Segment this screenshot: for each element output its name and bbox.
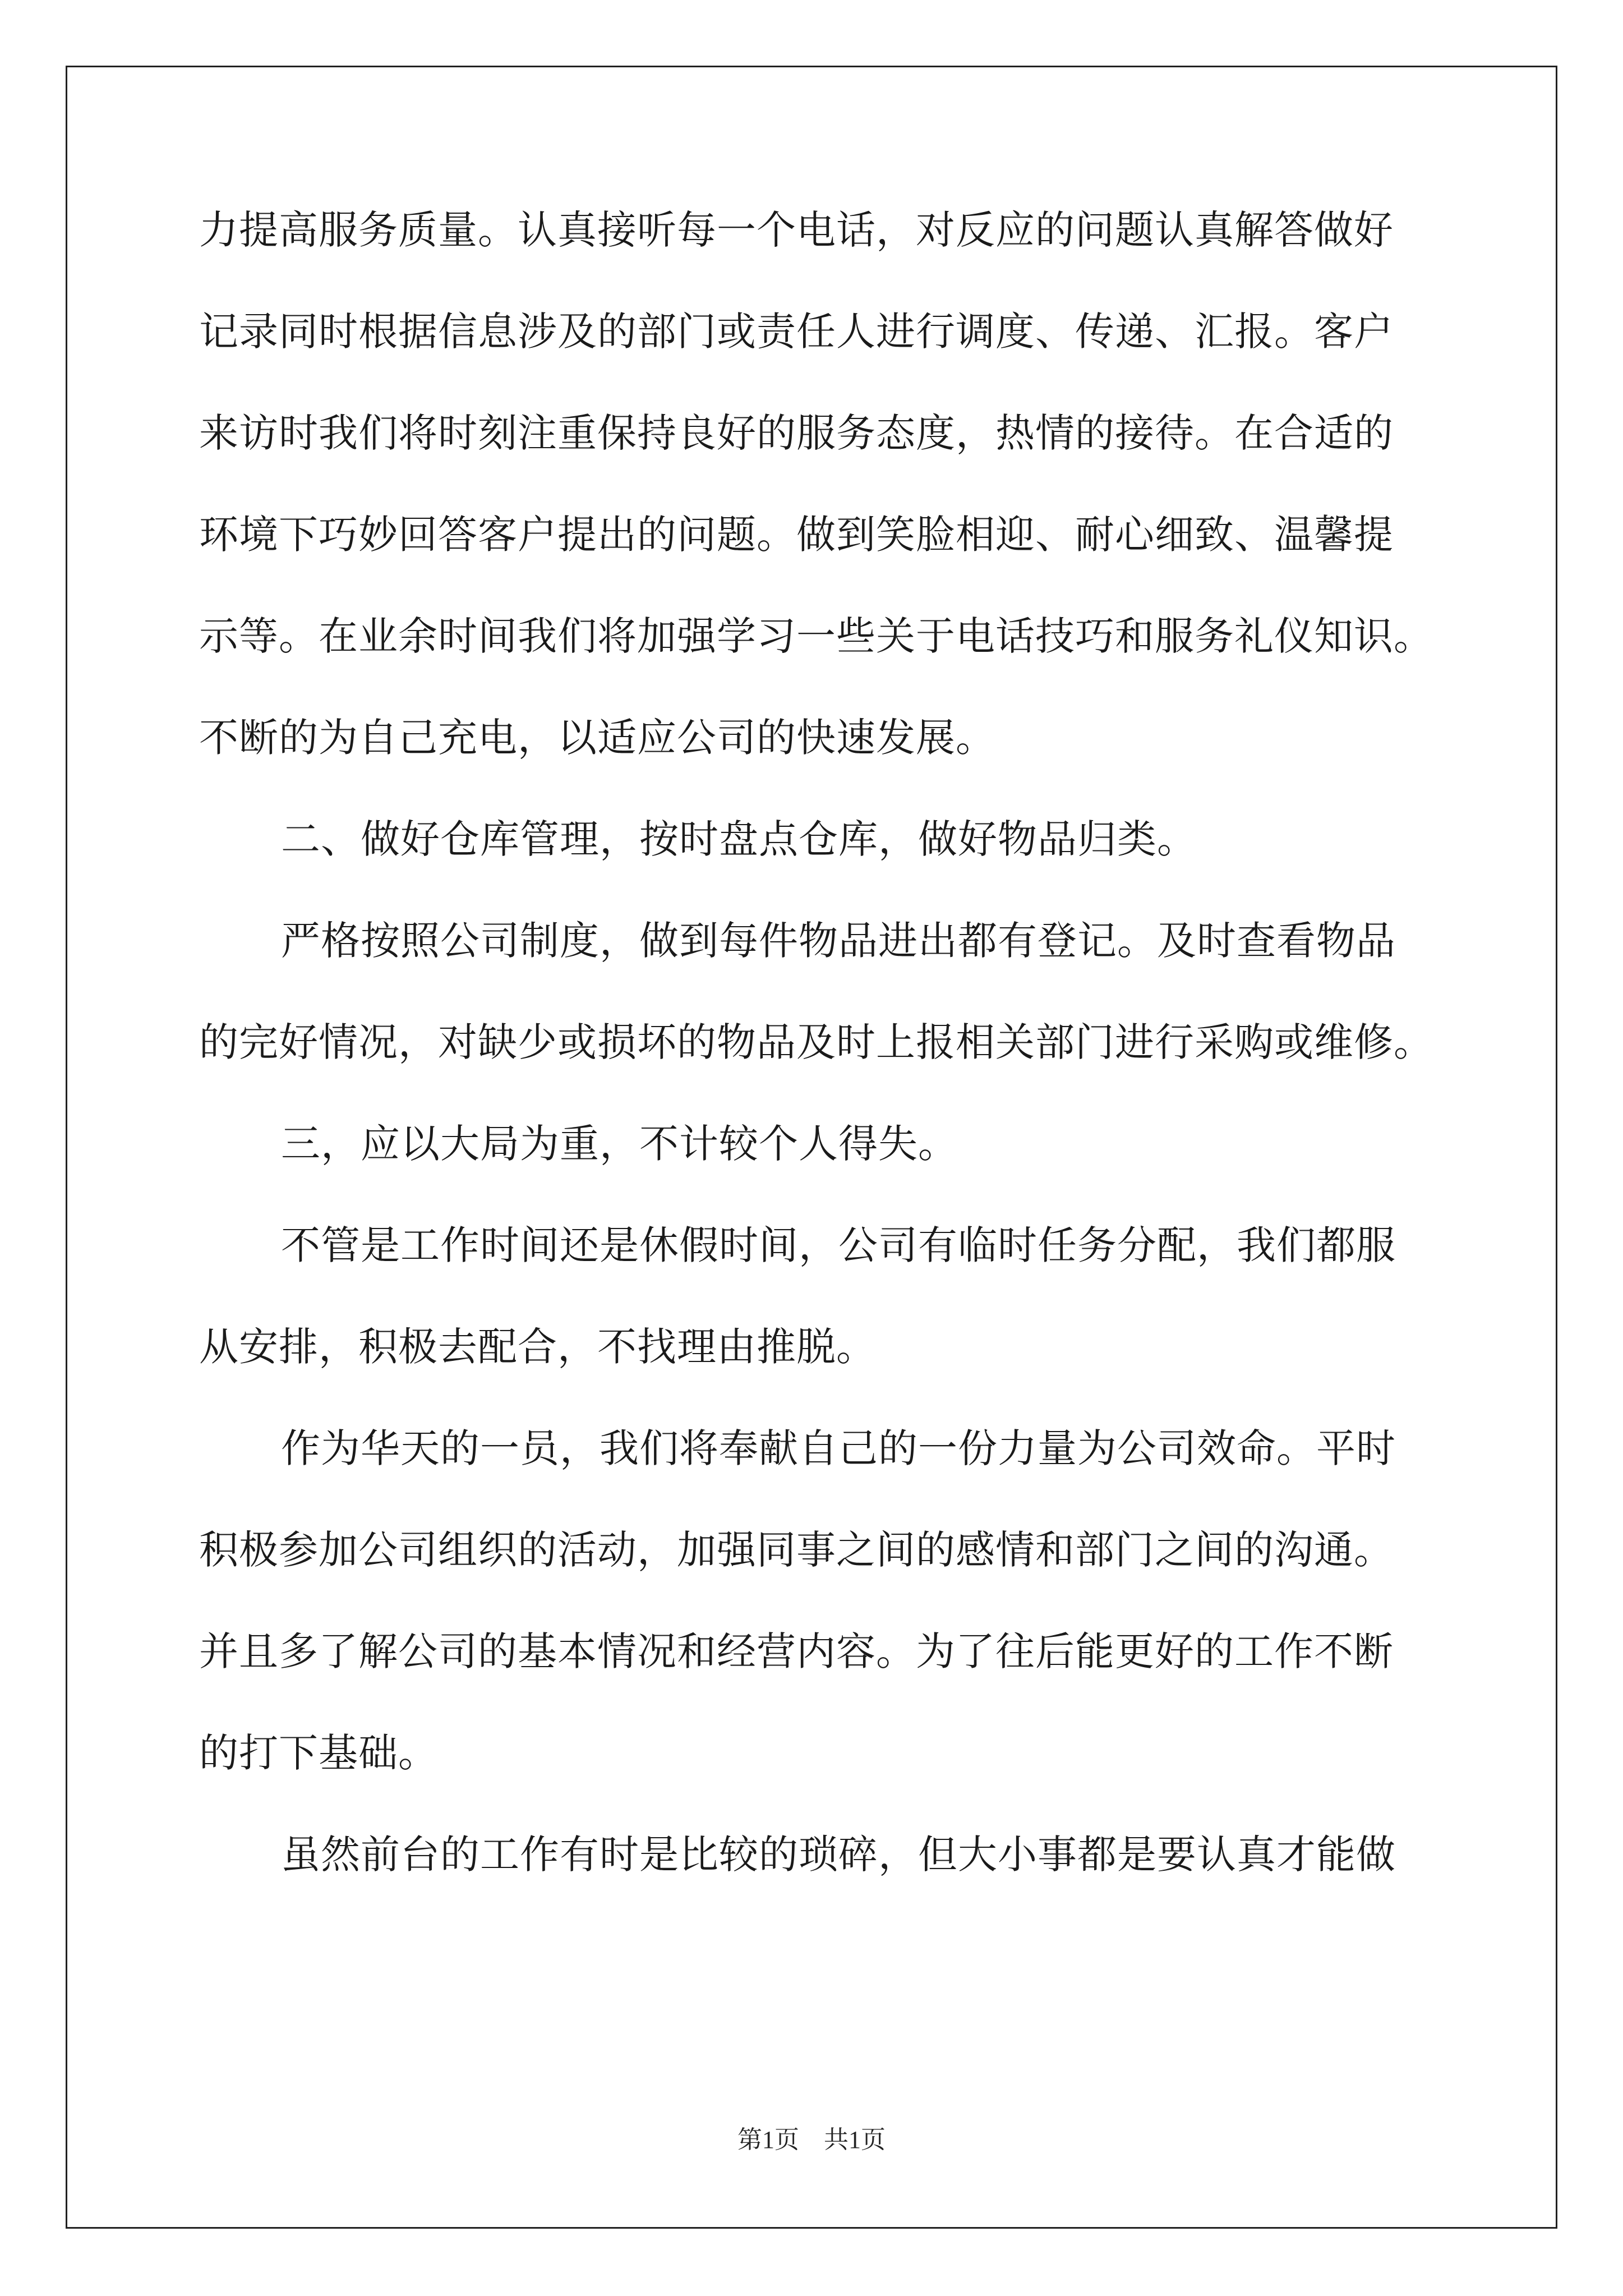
text-line: 力提高服务质量。认真接听每一个电话，对反应的问题认真解答做好	[199, 207, 1394, 253]
text-line: 从安排，积极去配合，不找理由推脱。	[199, 1324, 876, 1370]
text-line: 的完好情况，对缺少或损坏的物品及时上报相关部门进行采购或维修。	[199, 1019, 1433, 1065]
text-line: 不断的为自己充电，以适应公司的快速发展。	[199, 715, 995, 761]
paragraph-first-line: 虽然前台的工作有时是比较的琐碎，但大小事都是要认真才能做	[281, 1832, 1396, 1878]
text-line: 积极参加公司组织的活动，加强同事之间的感情和部门之间的沟通。	[199, 1527, 1394, 1573]
text-line: 的打下基础。	[199, 1730, 438, 1776]
page-number-footer: 第1页 共1页	[737, 2126, 886, 2154]
text-line: 并且多了解公司的基本情况和经营内容。为了往后能更好的工作不断	[199, 1628, 1394, 1674]
text-line: 来访时我们将时刻注重保持良好的服务态度，热情的接待。在合适的	[199, 410, 1394, 456]
text-line: 记录同时根据信息涉及的部门或责任人进行调度、传递、汇报。客户	[199, 309, 1394, 355]
text-line: 环境下巧妙回答客户提出的问题。做到笑脸相迎、耐心细致、温馨提	[199, 512, 1394, 558]
paragraph-first-line: 作为华天的一员，我们将奉献自己的一份力量为公司效命。平时	[281, 1425, 1396, 1471]
paragraph-first-line: 不管是工作时间还是休假时间，公司有临时任务分配，我们都服	[281, 1222, 1396, 1268]
section-heading: 二、做好仓库管理，按时盘点仓库，做好物品归类。	[281, 816, 1197, 862]
section-heading: 三，应以大局为重，不计较个人得失。	[281, 1121, 958, 1167]
text-line: 示等。在业余时间我们将加强学习一些关于电话技巧和服务礼仪知识。	[199, 613, 1433, 659]
paragraph-first-line: 严格按照公司制度，做到每件物品进出都有登记。及时查看物品	[281, 918, 1396, 964]
